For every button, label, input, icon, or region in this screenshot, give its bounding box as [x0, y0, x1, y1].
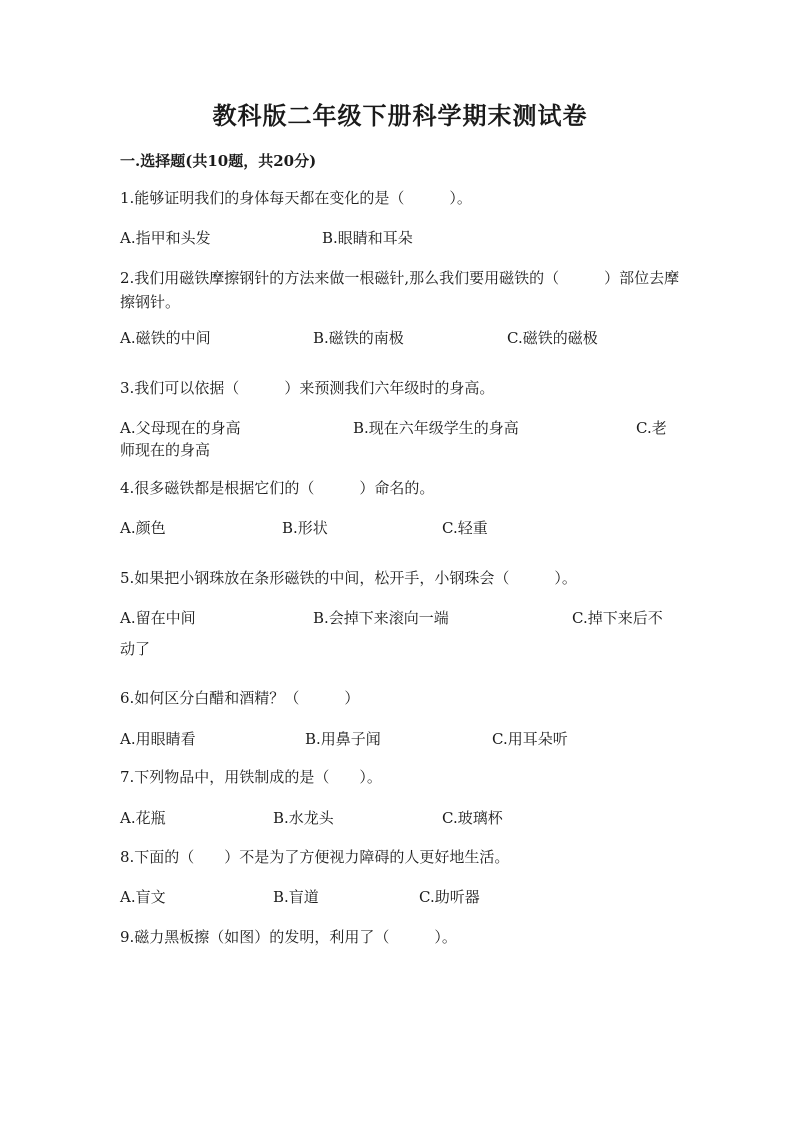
option-a[interactable]: A.花瓶 [120, 809, 166, 827]
options-1 [120, 226, 680, 250]
option-a[interactable]: A.颜色 [120, 519, 166, 537]
option-c[interactable]: C.磁铁的磁极 [507, 329, 598, 347]
option-a[interactable]: A.盲文 [120, 888, 166, 906]
option-b[interactable]: B.眼睛和耳朵 [322, 229, 413, 247]
question-5: 5.如果把小钢珠放在条形磁铁的中间，松开手，小钢珠会（ ）。 [120, 569, 577, 587]
option-b[interactable]: B.盲道 [273, 888, 319, 906]
option-a[interactable]: A.磁铁的中间 [120, 329, 211, 347]
question-9: 9.磁力黑板擦（如图）的发明，利用了（ ）。 [120, 928, 457, 946]
option-c-continuation: 动了 [120, 640, 151, 658]
question-4: 4.很多磁铁都是根据它们的（ ）命名的。 [120, 479, 435, 497]
options-8 [120, 885, 680, 909]
option-a[interactable]: A.用眼睛看 [120, 730, 196, 748]
exam-title: 教科版二年级下册科学期末测试卷 [212, 101, 588, 130]
option-b[interactable]: B.现在六年级学生的身高 [353, 419, 519, 437]
option-c[interactable]: C.老 [636, 419, 667, 437]
option-c[interactable]: C.用耳朵听 [492, 730, 568, 748]
option-b[interactable]: B.会掉下来滚向一端 [313, 609, 449, 627]
options-7 [120, 806, 680, 830]
question-1: 1.能够证明我们的身体每天都在变化的是（ ）。 [120, 189, 472, 207]
option-b[interactable]: B.水龙头 [273, 809, 334, 827]
option-b[interactable]: B.用鼻子闻 [305, 730, 381, 748]
option-c[interactable]: C.玻璃杯 [442, 809, 503, 827]
options-6 [120, 727, 680, 751]
option-a[interactable]: A.留在中间 [120, 609, 196, 627]
question-8: 8.下面的（ ）不是为了方便视力障碍的人更好地生活。 [120, 848, 510, 866]
question-6: 6.如何区分白醋和酒精？（ ） [120, 689, 360, 707]
options-5 [120, 606, 680, 630]
option-a[interactable]: A.指甲和头发 [120, 229, 211, 247]
option-c[interactable]: C.助听器 [419, 888, 480, 906]
option-c[interactable]: C.掉下来后不 [572, 609, 663, 627]
question-3: 3.我们可以依据（ ）来预测我们六年级时的身高。 [120, 379, 495, 397]
option-c-continuation: 师现在的身高 [120, 441, 211, 459]
question-2: 2.我们用磁铁摩擦钢针的方法来做一根磁针,那么我们要用磁铁的（ ）部位去摩擦钢针。 [120, 269, 680, 311]
question-7: 7.下列物品中，用铁制成的是（ ）。 [120, 768, 382, 786]
option-a[interactable]: A.父母现在的身高 [120, 419, 241, 437]
option-b[interactable]: B.磁铁的南极 [313, 329, 404, 347]
options-2 [120, 326, 680, 350]
section-heading: 一.选择题(共10题，共20分) [120, 152, 317, 170]
option-b[interactable]: B.形状 [282, 519, 328, 537]
options-4 [120, 516, 680, 540]
options-3 [120, 416, 680, 440]
option-c[interactable]: C.轻重 [442, 519, 488, 537]
